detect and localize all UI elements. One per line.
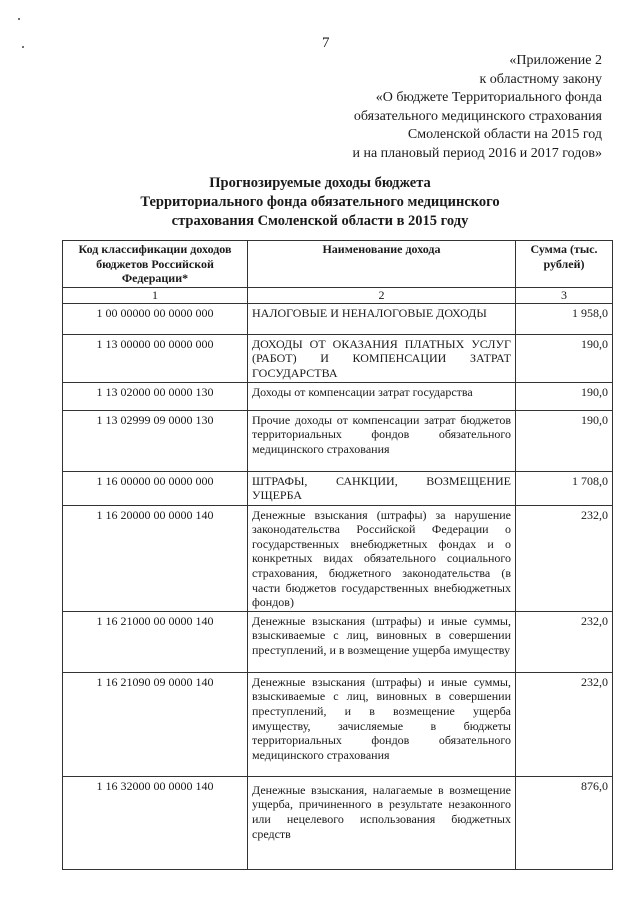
row-sum: 1 708,0 [516, 471, 613, 505]
row-code: 1 00 00000 00 0000 000 [63, 303, 248, 334]
table-row [63, 471, 613, 505]
row-name: Денежные взыскания, налагаемые в возмещение ущерба, причиненного в результате незаконного или нецелевого использования бюджетных средств [248, 776, 516, 869]
row-name: Денежные взыскания (штрафы) за нарушение законодательства Российской Федерации о государственных внебюджетных фондах и о конкретных видах обязательного социального страхования, бюджетного законодательства (в части бюджетов государственных внебюджетных фондов) [248, 505, 516, 611]
appendix-header [222, 52, 602, 164]
table-row [63, 672, 613, 776]
row-code: 1 16 21090 09 0000 140 [63, 672, 248, 776]
appendix-line: «О бюджете Территориального фонда [375, 90, 602, 106]
appendix-line: к областному закону [479, 71, 602, 87]
scan-speck [22, 46, 24, 48]
row-name: ДОХОДЫ ОТ ОКАЗАНИЯ ПЛАТНЫХ УСЛУГ (РАБОТ) И КОМПЕНСАЦИИ ЗАТРАТ ГОСУДАРСТВА [248, 334, 516, 382]
row-name: Прочие доходы от компенсации затрат бюджетов территориальных фондов обязательного медицинского страхования [248, 410, 516, 471]
header-sum: Сумма (тыс. рублей) [516, 241, 613, 288]
table-row [63, 334, 613, 382]
table-row [63, 303, 613, 334]
row-sum: 1 958,0 [516, 303, 613, 334]
row-code: 1 16 20000 00 0000 140 [63, 505, 248, 611]
row-sum: 232,0 [516, 672, 613, 776]
appendix-line: Смоленской области на 2015 год [407, 127, 602, 143]
row-sum: 190,0 [516, 334, 613, 382]
title-line: Территориального фонда обязательного медицинского [140, 194, 500, 210]
table-row [63, 382, 613, 410]
appendix-line: обязательного медицинского страхования [353, 108, 602, 124]
table-row [63, 410, 613, 471]
table-header-row [63, 241, 613, 288]
revenue-table [62, 240, 613, 870]
column-number: 2 [248, 287, 516, 303]
row-code: 1 16 32000 00 0000 140 [63, 776, 248, 869]
appendix-line: «Приложение 2 [509, 53, 602, 68]
header-name: Наименование дохода [248, 241, 516, 288]
scan-speck [18, 18, 20, 20]
row-code: 1 16 21000 00 0000 140 [63, 611, 248, 672]
row-name: ШТРАФЫ, САНКЦИИ, ВОЗМЕЩЕНИЕ УЩЕРБА [248, 471, 516, 505]
column-number-row [63, 287, 613, 303]
row-sum: 876,0 [516, 776, 613, 869]
title-line: страхования Смоленской области в 2015 году [171, 213, 469, 229]
row-sum: 190,0 [516, 410, 613, 471]
table-row [63, 611, 613, 672]
row-code: 1 13 02000 00 0000 130 [63, 382, 248, 410]
document-title [0, 174, 640, 231]
table-row [63, 776, 613, 869]
column-number: 3 [516, 287, 613, 303]
table-row [63, 505, 613, 611]
title-line: Прогнозируемые доходы бюджета [209, 175, 431, 191]
row-name: Денежные взыскания (штрафы) и иные суммы, взыскиваемые с лиц, виновных в совершении преступлений, и в возмещение ущерба имуществу, зачисляемые в бюджеты территориальных фондов обязательного медицинского страхования [248, 672, 516, 776]
row-name: НАЛОГОВЫЕ И НЕНАЛОГОВЫЕ ДОХОДЫ [248, 303, 516, 334]
row-sum: 232,0 [516, 611, 613, 672]
page-number: 7 [322, 35, 330, 51]
appendix-line: и на плановый период 2016 и 2017 годов» [352, 145, 602, 161]
row-name: Доходы от компенсации затрат государства [248, 382, 516, 410]
column-number: 1 [63, 287, 248, 303]
row-sum: 232,0 [516, 505, 613, 611]
row-sum: 190,0 [516, 382, 613, 410]
header-code: Код классификации доходов бюджетов Российской Федерации* [63, 241, 248, 288]
row-name: Денежные взыскания (штрафы) и иные суммы, взыскиваемые с лиц, виновных в совершении преступлений, и в возмещение ущерба имуществу [248, 611, 516, 672]
row-code: 1 16 00000 00 0000 000 [63, 471, 248, 505]
row-code: 1 13 02999 09 0000 130 [63, 410, 248, 471]
row-code: 1 13 00000 00 0000 000 [63, 334, 248, 382]
